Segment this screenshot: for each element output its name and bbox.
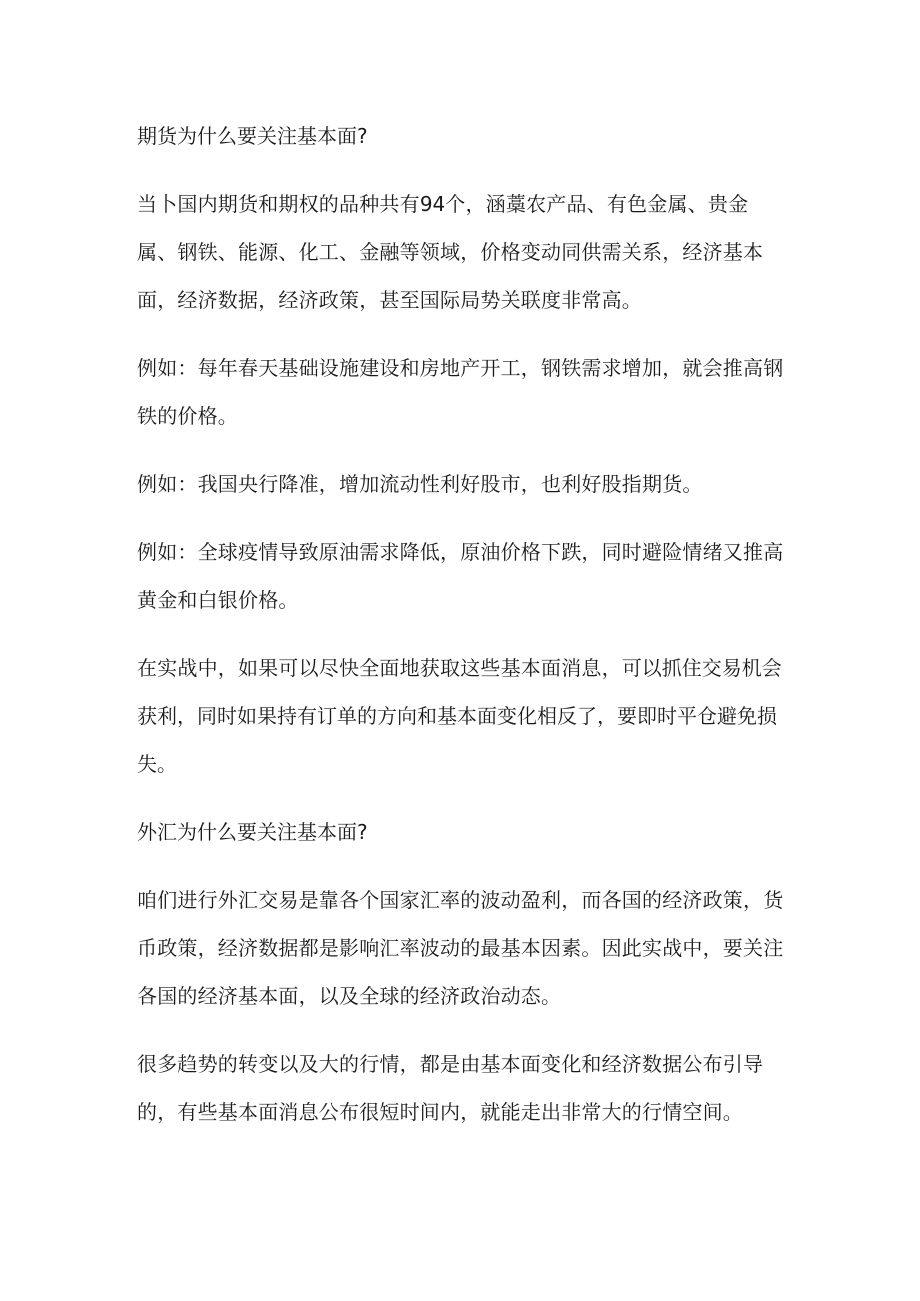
futures-heading: 期货为什么要关注基本面? bbox=[137, 124, 368, 148]
example-rrr-cut-paragraph: 例如：我国央行降准，增加流动性利好股市，也利好股指期货。 bbox=[137, 472, 703, 496]
forex-heading: 外汇为什么要关注基本面? bbox=[137, 820, 368, 844]
practice-paragraph bbox=[137, 644, 787, 788]
forex-trend-paragraph: 很多趋势的转变以及大的行情，都是由基本面变化和经济数据公布引导的，有些基本面消息公布很短时间内，就能走出非常大的行情空间。 bbox=[137, 1052, 764, 1124]
document-body bbox=[137, 112, 787, 1136]
futures-intro-paragraph bbox=[137, 180, 787, 324]
futures-intro-text-a: 当卜国内期货和期权的品种共有 bbox=[137, 192, 420, 216]
forex-intro-paragraph: 咱们进行外汇交易是靠各个国家汇率的波动盈利，而各国的经济政策，货币政策，经济数据都是影响汇率波动的最基本因素。因此实战中，要关注各国的经济基本面，以及全球的经济政治动态。 bbox=[137, 888, 784, 1008]
futures-intro-text-b: 个，涵藁农产品、有色金属、贵金属、钢铁、能源、化工、金融等领域，价格变动同供需关系，经济基本面，经济数据，经济政策，甚至国际局势关联度非常高。 bbox=[137, 192, 764, 312]
example-steel-paragraph: 例如：每年春天基础设施建设和房地产开工，钢铁需求增加，就会推高钢铁的价格。 bbox=[137, 356, 784, 428]
practice-text-a: 在实战中，如果可以尽快全面地获取这些基本面消息， bbox=[137, 656, 622, 680]
example-oil-gold-paragraph: 例如：全球疫情导致原油需求降低，原油价格下跌，同时避险情绪又推高黄金和白银价格。 bbox=[137, 540, 784, 612]
futures-product-count: 94 bbox=[419, 192, 446, 216]
practice-text-emphasis: 可以抓住交易机会获利，同时如果持有订单的方向和基本面变化相反了，要即时平仓避免损失。 bbox=[137, 656, 782, 776]
